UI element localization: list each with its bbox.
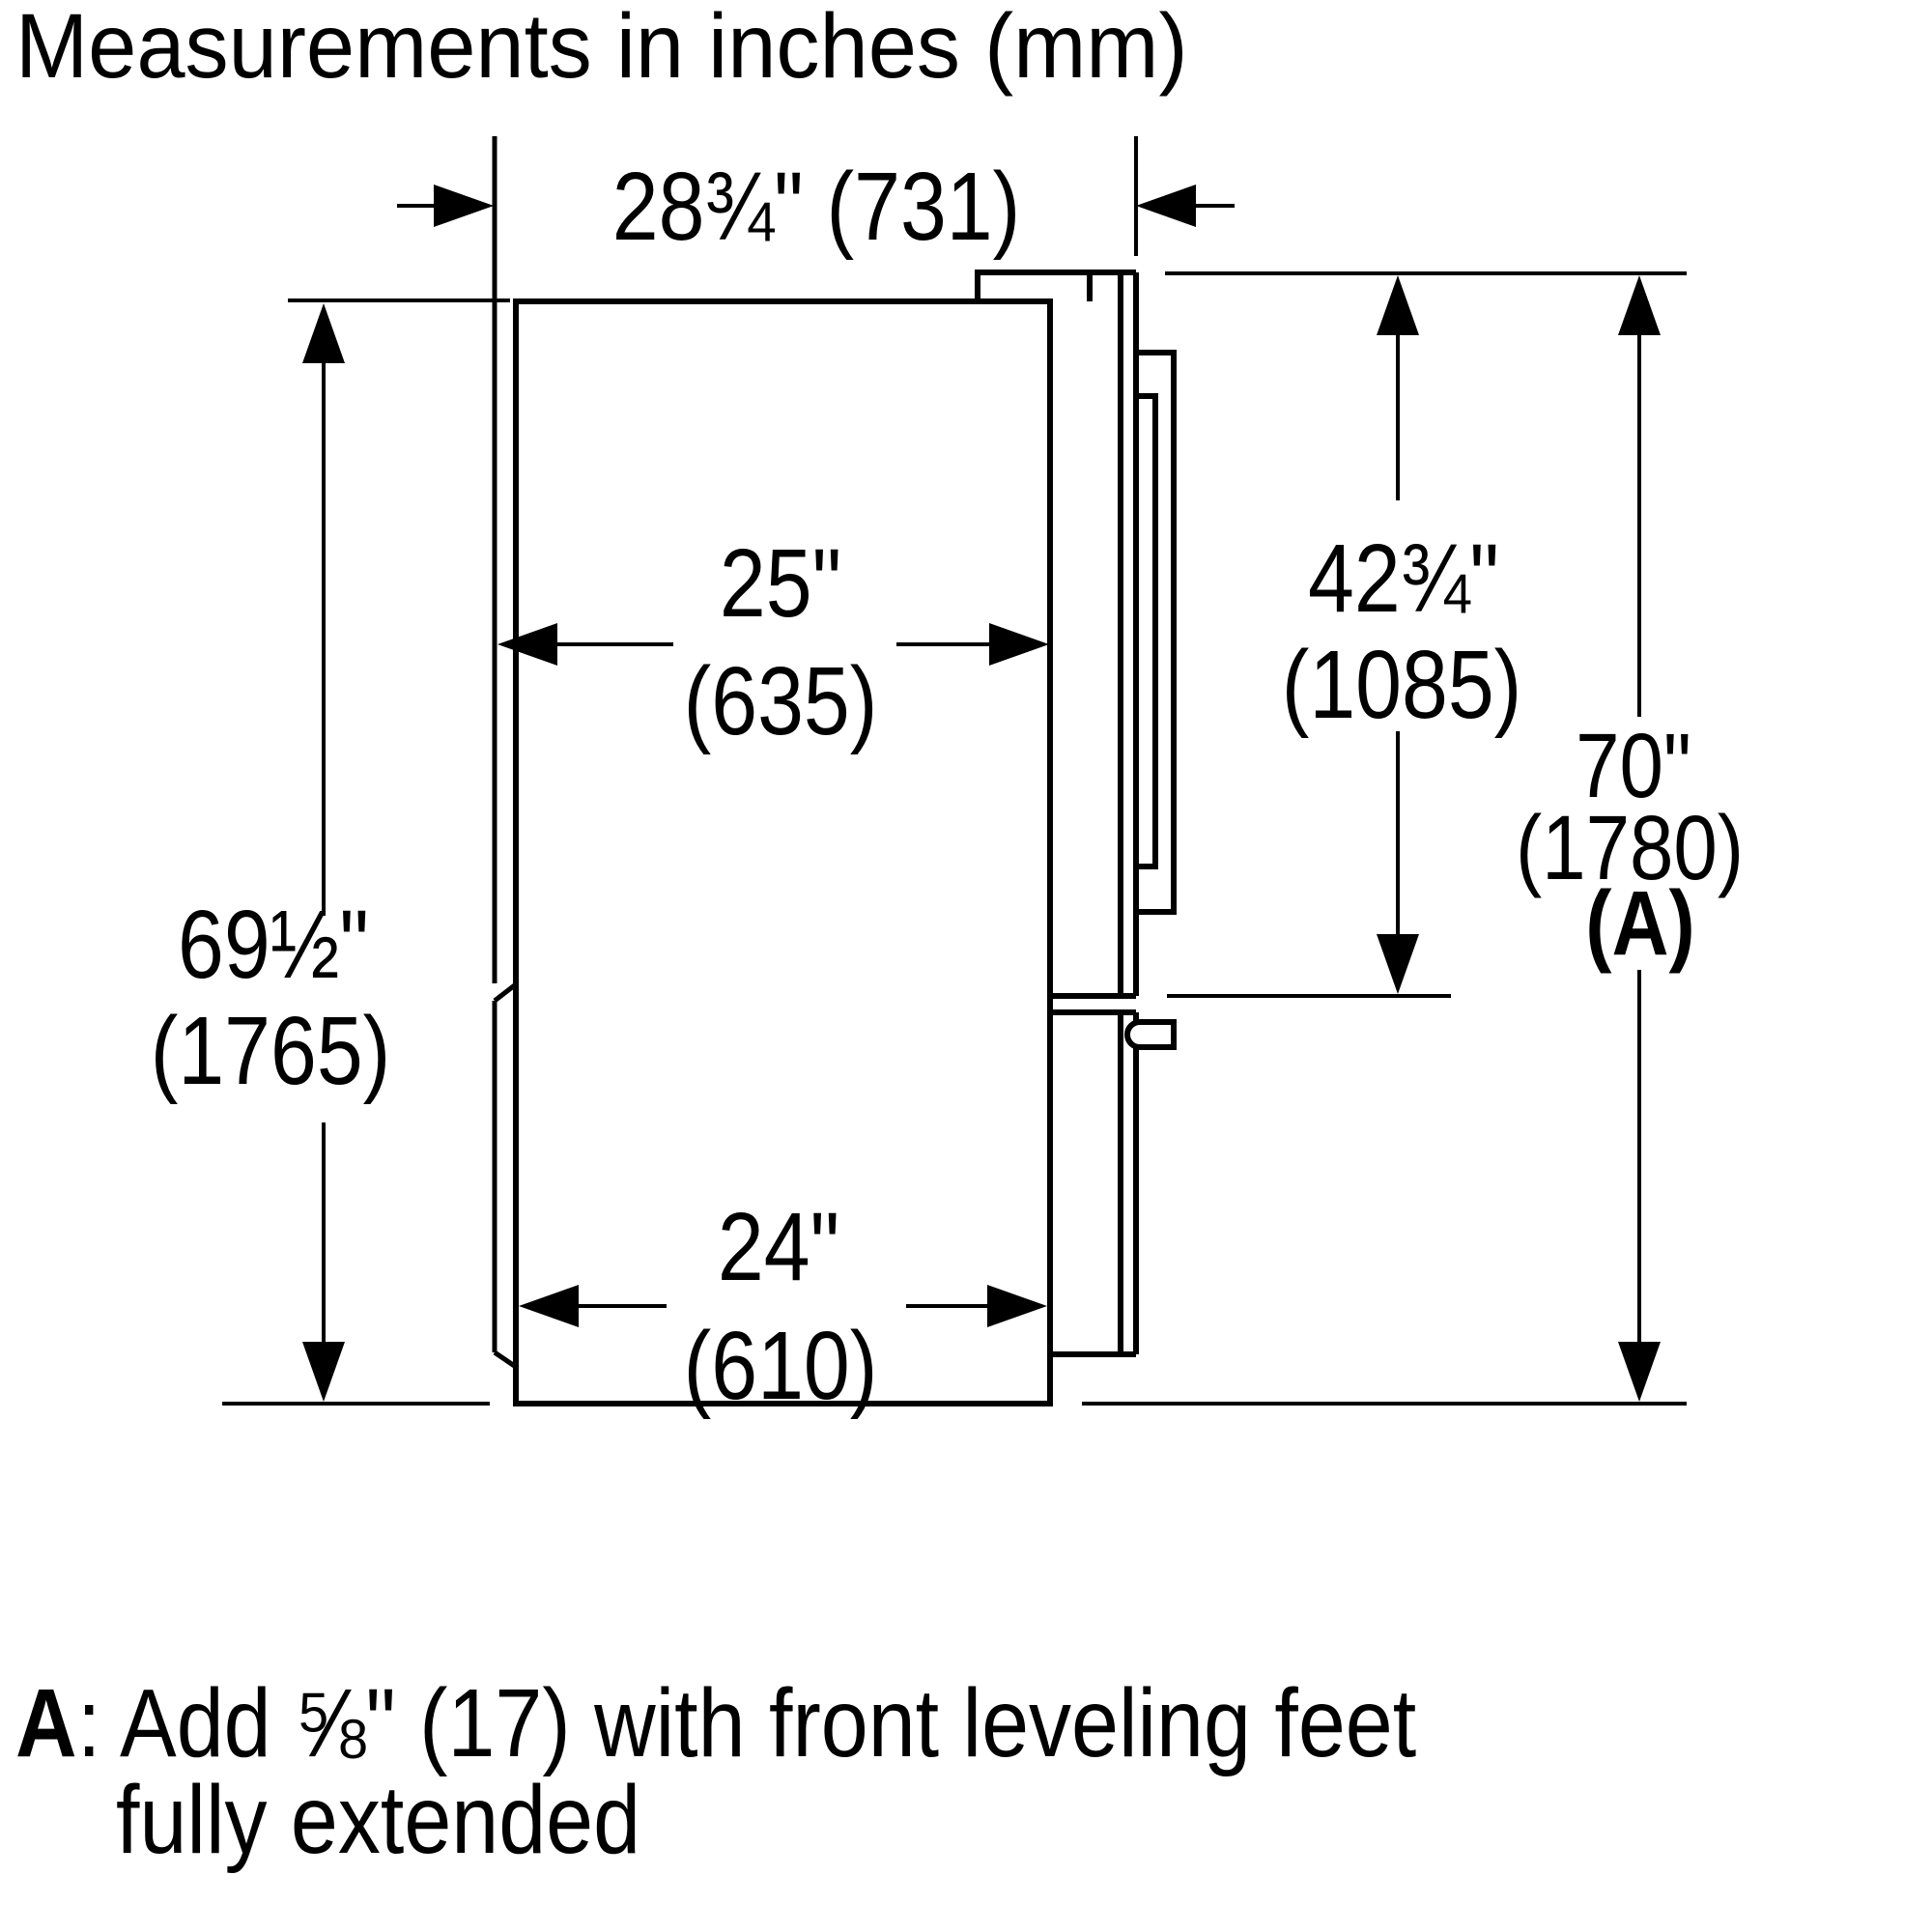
dim-height-cabinet <box>151 300 510 1404</box>
page-title: Measurements in inches (mm) <box>15 0 1188 98</box>
dim-height-total <box>1082 275 1744 1404</box>
arrowhead-down-icon <box>302 1342 345 1402</box>
hinge-cap <box>978 272 1136 301</box>
arrowhead-down-icon <box>1618 1342 1661 1402</box>
arrowhead-up-icon <box>1377 275 1419 335</box>
arrowhead-down-icon <box>1377 934 1419 994</box>
title-group <box>15 0 1188 98</box>
label-height-cabinet-in: 69½" <box>178 890 369 999</box>
arrowhead-left-icon <box>1136 185 1196 227</box>
label-depth-lower-in: 24" <box>717 1192 840 1301</box>
label-height-total-mm: (1780) <box>1515 796 1745 899</box>
arrowhead-right-icon <box>434 185 494 227</box>
footnote-ref-letter: A <box>15 1668 77 1777</box>
rear-spacer-break-diagonal-top <box>495 984 516 1001</box>
label-height-cabinet-mm: (1765) <box>150 996 391 1105</box>
label-height-total-ref: (A) <box>1585 871 1695 975</box>
label-depth-upper-mm: (635) <box>683 646 878 755</box>
arrowhead-up-icon <box>1618 275 1661 335</box>
footnote <box>15 1669 1416 1873</box>
label-height-total-in: 70" <box>1576 714 1691 817</box>
label-door-height-mm: (1085) <box>1281 630 1522 739</box>
arrowhead-up-icon <box>302 303 345 363</box>
label-depth-total: 28¾" (731) <box>611 152 1021 261</box>
label-door-height-in: 42¾" <box>1308 524 1499 633</box>
drawer-handle <box>1127 1022 1174 1047</box>
label-depth-lower-mm: (610) <box>683 1311 878 1420</box>
dim-depth-total <box>397 136 1235 260</box>
footnote-line1: : Add ⅝" (17) with front leveling feet <box>77 1668 1417 1777</box>
rear-spacer-break-diagonal-bottom <box>495 1352 516 1367</box>
footnote-line2: fully extended <box>116 1765 641 1874</box>
label-depth-upper-in: 25" <box>719 528 842 638</box>
